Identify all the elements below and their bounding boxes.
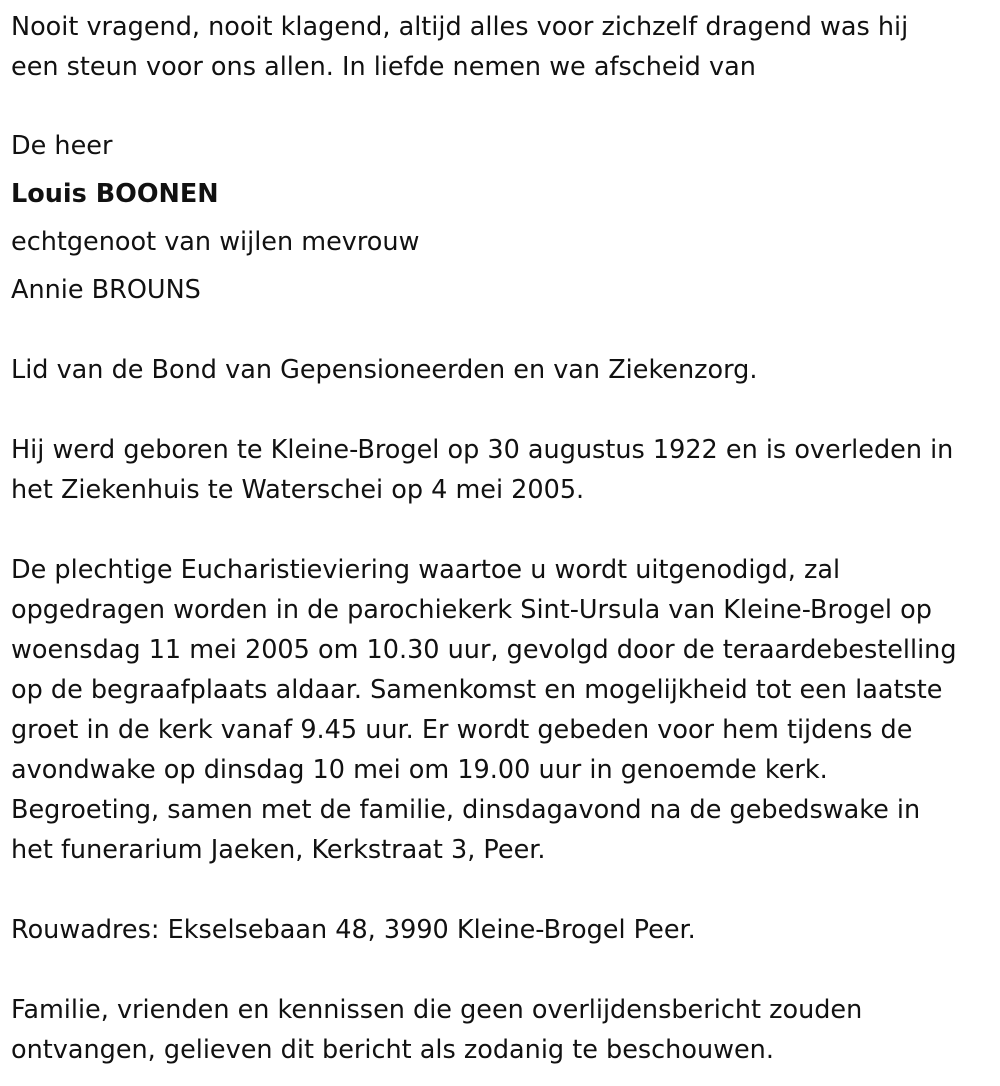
- ceremony-line: De plechtige Eucharistieviering waartoe u wordt uitgenodigd, zal: [11, 555, 841, 585]
- closing-line: Familie, vrienden en kennissen die geen overlijdensbericht zouden: [11, 995, 863, 1025]
- membership-line: Lid van de Bond van Gepensioneerden en van Ziekenzorg.: [11, 355, 758, 385]
- deceased-name: Louis BOONEN: [11, 179, 219, 209]
- ceremony-line: opgedragen worden in de parochiekerk Sint-Ursula van Kleine-Brogel op: [11, 595, 932, 625]
- ceremony-line: groet in de kerk vanaf 9.45 uur. Er wordt gebeden voor hem tijdens de: [11, 715, 913, 745]
- ceremony-line: het funerarium Jaeken, Kerkstraat 3, Peer.: [11, 835, 546, 865]
- closing-line: ontvangen, gelieven dit bericht als zodanig te beschouwen.: [11, 1035, 774, 1065]
- ceremony-line: woensdag 11 mei 2005 om 10.30 uur, gevolgd door de teraardebestelling: [11, 635, 957, 665]
- title-line: De heer: [11, 131, 113, 161]
- spouse-name: Annie BROUNS: [11, 275, 201, 305]
- spouse-label: echtgenoot van wijlen mevrouw: [11, 227, 420, 257]
- birth-death-line: Hij werd geboren te Kleine-Brogel op 30 augustus 1922 en is overleden in: [11, 435, 954, 465]
- birth-death-line: het Ziekenhuis te Waterschei op 4 mei 2005.: [11, 475, 585, 505]
- intro-line: Nooit vragend, nooit klagend, altijd alles voor zichzelf dragend was hij: [11, 12, 909, 42]
- intro-line: een steun voor ons allen. In liefde nemen we afscheid van: [11, 52, 756, 82]
- ceremony-line: op de begraafplaats aldaar. Samenkomst en mogelijkheid tot een laatste: [11, 675, 943, 705]
- ceremony-line: Begroeting, samen met de familie, dinsdagavond na de gebedswake in: [11, 795, 921, 825]
- address-line: Rouwadres: Ekselsebaan 48, 3990 Kleine-Brogel Peer.: [11, 915, 696, 945]
- ceremony-line: avondwake op dinsdag 10 mei om 19.00 uur in genoemde kerk.: [11, 755, 828, 785]
